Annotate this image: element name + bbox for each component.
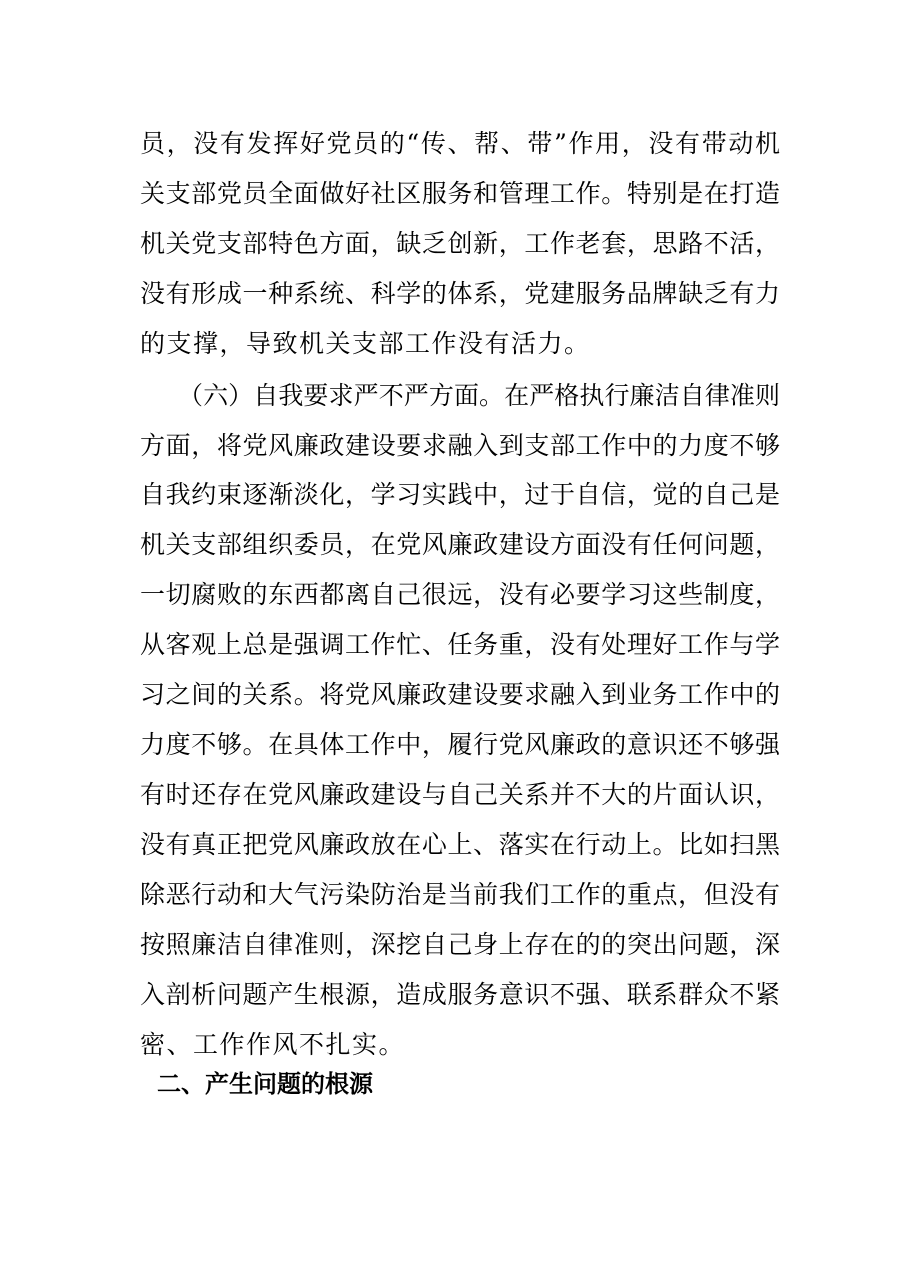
section-heading: 二、产生问题的根源 — [157, 1070, 373, 1098]
paragraph-line: 没有真正把党风廉政放在心上、落实在行动上。比如扫黑 — [140, 830, 780, 859]
paragraph-line: 力度不够。在具体工作中，履行党风廉政的意识还不够强 — [140, 730, 780, 759]
paragraph-line: 密、工作作风不扎实。 — [140, 1030, 406, 1059]
paragraph-line: 入剖析问题产生根源，造成服务意识不强、联系群众不紧 — [140, 980, 780, 1009]
paragraph-line: 员，没有发挥好党员的“传、帮、带”作用，没有带动机 — [140, 129, 780, 158]
paragraph-line: （六）自我要求严不严方面。在严格执行廉洁自律准则 — [178, 381, 780, 410]
paragraph-line: 从客观上总是强调工作忙、任务重，没有处理好工作与学 — [140, 630, 780, 659]
paragraph-line: 自我约束逐渐淡化，学习实践中，过于自信，觉的自己是 — [140, 480, 780, 509]
paragraph-line: 机关支部组织委员，在党风廉政建设方面没有任何问题， — [140, 530, 780, 559]
paragraph-line: 关支部党员全面做好社区服务和管理工作。特别是在打造 — [140, 179, 780, 208]
paragraph-line: 方面，将党风廉政建设要求融入到支部工作中的力度不够 — [140, 431, 780, 460]
paragraph-line: 一切腐败的东西都离自己很远，没有必要学习这些制度， — [140, 580, 780, 609]
paragraph-line: 机关党支部特色方面，缺乏创新，工作老套，思路不活， — [140, 229, 780, 258]
paragraph-line: 没有形成一种系统、科学的体系，党建服务品牌缺乏有力 — [140, 279, 780, 308]
paragraph-line: 习之间的关系。将党风廉政建设要求融入到业务工作中的 — [140, 680, 780, 709]
paragraph-line: 的支撑，导致机关支部工作没有活力。 — [140, 329, 591, 358]
paragraph-line: 除恶行动和大气污染防治是当前我们工作的重点，但没有 — [140, 880, 780, 909]
paragraph-line: 有时还存在党风廉政建设与自己关系并不大的片面认识， — [140, 780, 780, 809]
paragraph-line: 按照廉洁自律准则，深挖自己身上存在的的突出问题，深 — [140, 930, 780, 959]
